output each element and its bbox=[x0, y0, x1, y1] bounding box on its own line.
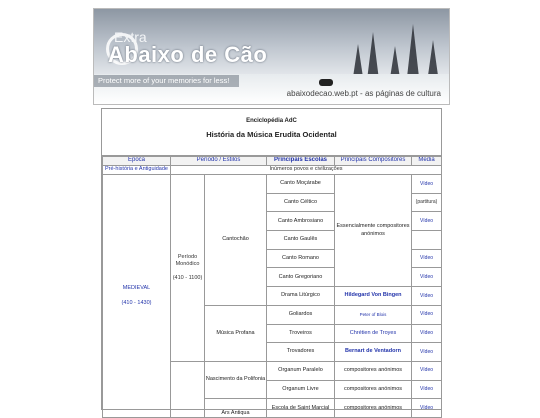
col-header-escolas[interactable]: Principais Escolas bbox=[267, 157, 335, 166]
period-monodico-label: Período Monódico bbox=[175, 253, 200, 267]
video-link[interactable]: Vídeo bbox=[412, 380, 442, 399]
page-subtitle: Enciclopédia AdC bbox=[246, 118, 297, 124]
composer-cell: compositores anónimos bbox=[335, 361, 412, 380]
col-header-epoca[interactable]: Época bbox=[103, 157, 171, 166]
school-cell[interactable]: Goliardos bbox=[267, 305, 335, 324]
video-link[interactable]: Vídeo bbox=[412, 249, 442, 268]
music-history-table bbox=[102, 156, 442, 418]
style-ars-antiqua: Ars Antiqua bbox=[205, 399, 267, 418]
school-cell[interactable]: Trovadores bbox=[267, 343, 335, 362]
media-empty bbox=[412, 231, 442, 250]
period-polifonico bbox=[171, 361, 205, 417]
banner-extra: Extra bbox=[114, 29, 147, 45]
moose-icon bbox=[319, 79, 333, 86]
style-musica-profana: Música Profana bbox=[205, 305, 267, 361]
school-cell[interactable]: Troveiros bbox=[267, 324, 335, 343]
style-cantochao: Cantochão bbox=[205, 175, 267, 306]
banner-url: abaixodecao.web.pt - as páginas de cultura bbox=[286, 89, 441, 98]
period-monodico bbox=[171, 175, 205, 362]
era-medieval-label: MEDIEVAL bbox=[122, 285, 151, 292]
school-cell[interactable]: Organum Livre bbox=[267, 380, 335, 399]
score-link[interactable]: (partitura) bbox=[412, 193, 442, 212]
school-cell[interactable]: Drama Litúrgico bbox=[267, 287, 335, 306]
style-nascimento-polifonia: Nascimento da Polifonia bbox=[205, 361, 267, 398]
video-link[interactable]: Vídeo bbox=[412, 324, 442, 343]
composer-link[interactable]: Hildegard Von Bingen bbox=[335, 287, 412, 306]
school-cell[interactable]: Canto Romano bbox=[267, 249, 335, 268]
col-header-media[interactable]: Media bbox=[412, 157, 442, 166]
prehistory-link[interactable]: Pré-história e Antiguidade bbox=[103, 166, 171, 175]
video-link[interactable]: Vídeo bbox=[412, 361, 442, 380]
video-link[interactable]: Vídeo bbox=[412, 305, 442, 324]
col-header-periodo[interactable]: Período / Estilos bbox=[171, 157, 267, 166]
banner-title: Abaixo de Cão bbox=[108, 42, 268, 67]
col-header-compositores[interactable]: Principais Compositores bbox=[335, 157, 412, 166]
video-link[interactable]: Vídeo bbox=[412, 287, 442, 306]
page-title: História da Música Erudita Ocidental bbox=[206, 130, 337, 139]
school-cell[interactable]: Canto Gregoriano bbox=[267, 268, 335, 287]
prehistory-text: Inúmeros povos e civilizações bbox=[171, 166, 442, 175]
school-cell[interactable]: Canto Gaulês bbox=[267, 231, 335, 250]
composer-cell: compositores anónimos bbox=[335, 399, 412, 418]
site-banner[interactable] bbox=[93, 8, 450, 105]
composer-cell: compositores anónimos bbox=[335, 380, 412, 399]
video-link[interactable]: Vídeo bbox=[412, 343, 442, 362]
composer-link[interactable]: Peter of Blois bbox=[335, 305, 412, 324]
video-link[interactable]: Vídeo bbox=[412, 175, 442, 194]
school-cell[interactable]: Escola de Saint Marcial bbox=[267, 399, 335, 418]
school-cell[interactable]: Canto Céltico bbox=[267, 193, 335, 212]
era-medieval-years: (410 - 1430) bbox=[121, 299, 152, 306]
composer-link[interactable]: Chrétien de Troyes bbox=[335, 324, 412, 343]
content-frame bbox=[101, 108, 442, 416]
composer-link[interactable]: Bernart de Ventadorn bbox=[335, 343, 412, 362]
video-link[interactable]: Vídeo bbox=[412, 212, 442, 231]
video-link[interactable]: Vídeo bbox=[412, 268, 442, 287]
school-cell[interactable]: Canto Ambrosiano bbox=[267, 212, 335, 231]
school-cell[interactable]: Canto Moçárabe bbox=[267, 175, 335, 194]
era-medieval[interactable] bbox=[103, 175, 171, 418]
video-link[interactable]: Vídeo bbox=[412, 399, 442, 418]
period-monodico-years: (410 - 1100) bbox=[172, 275, 203, 282]
watermark-text: Protect more of your memories for less! bbox=[98, 76, 230, 85]
page-header bbox=[102, 109, 441, 156]
school-cell[interactable]: Organum Paralelo bbox=[267, 361, 335, 380]
composers-anon: Essencialmente compositores anónimos bbox=[335, 175, 412, 287]
